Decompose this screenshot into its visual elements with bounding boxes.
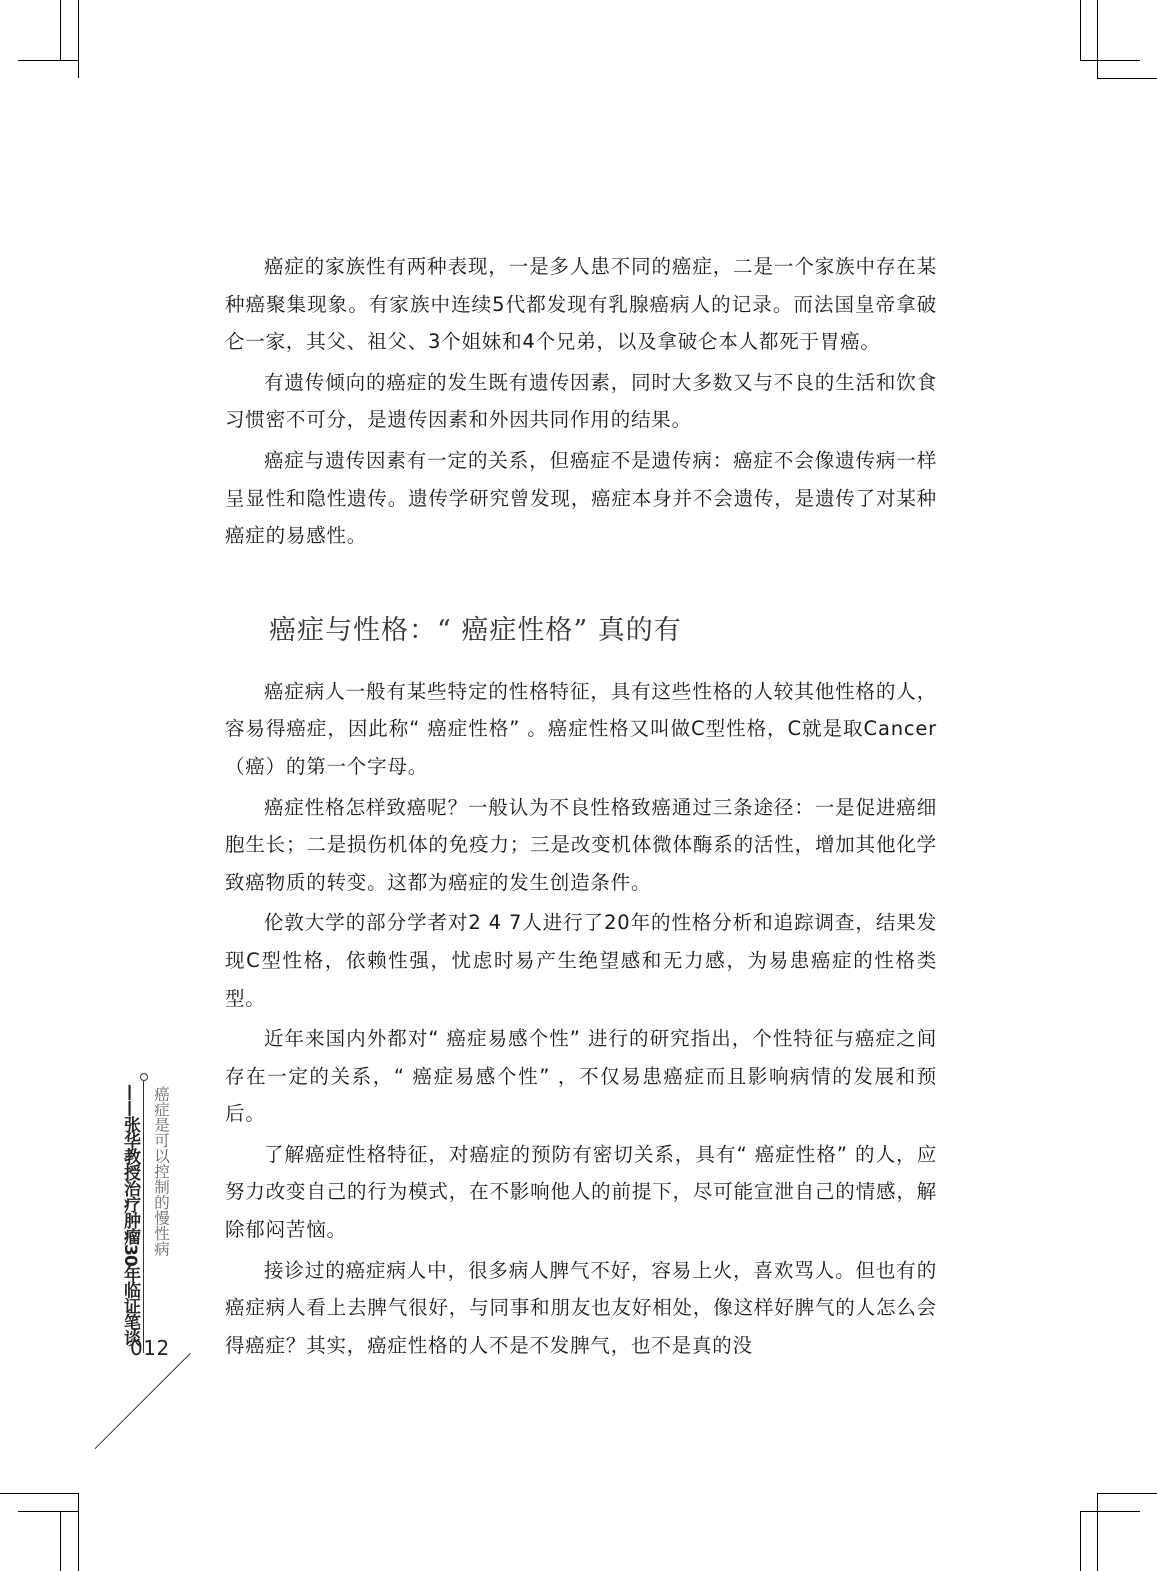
crop-mark — [78, 0, 79, 78]
page-body — [225, 248, 937, 1367]
section-heading: 癌症与性格：“ 癌症性格” 真的有 — [269, 614, 682, 646]
crop-mark — [1097, 0, 1098, 78]
crop-mark — [1080, 0, 1081, 60]
crop-mark — [1080, 1511, 1081, 1571]
crop-mark — [60, 0, 61, 60]
body-paragraph: 癌症性格怎样致癌呢？一般认为不良性格致癌通过三条途径：一是促进癌细胞生长；二是损伤机体的免疫力；三是改变机体微体酶系的活性，增加其他化学致癌物质的转变。这都为癌症的发生创造条件。 — [225, 795, 937, 894]
crop-mark — [60, 1511, 61, 1571]
crop-mark — [18, 60, 78, 61]
crop-mark — [0, 1493, 78, 1494]
crop-mark — [1097, 1493, 1098, 1571]
page-number: 012 — [130, 1336, 170, 1360]
body-paragraph: 伦敦大学的部分学者对2 4 7人进行了20年的性格分析和追踪调查，结果发现C型性格，依赖性强，忧虑时易产生绝望感和无力感，为易患癌症的性格类型。 — [225, 911, 937, 1010]
crop-mark — [1097, 1493, 1157, 1494]
body-paragraph: 近年来国内外都对“ 癌症易感个性” 进行的研究指出，个性特征与癌症之间存在一定的关系，“ 癌症易感个性” ，不仅易患癌症而且影响病情的发展和预后。 — [225, 1027, 937, 1126]
series-title: 癌症是可以控制的慢性病 — [152, 1086, 170, 1257]
crop-mark — [1080, 1511, 1140, 1512]
crop-mark — [1097, 78, 1157, 79]
crop-mark — [78, 1493, 79, 1571]
running-sidebar — [100, 1068, 180, 1368]
body-paragraph: 癌症与遗传因素有一定的关系，但癌症不是遗传病：癌症不会像遗传病一样呈显性和隐性遗传。遗传学研究曾发现，癌症本身并不会遗传，是遗传了对某种癌症的易感性。 — [225, 448, 937, 548]
body-paragraph: 癌症病人一般有某些特定的性格特征，具有这些性格的人较其他性格的人，容易得癌症，因此称“ 癌症性格” 。癌症性格又叫做C型性格，C就是取Cancer（癌）的第一个字母。 — [225, 679, 937, 778]
body-paragraph: 了解癌症性格特征，对癌症的预防有密切关系，具有“ 癌症性格” 的人，应努力改变自己的行为模式，在不影响他人的前提下，尽可能宣泄自己的情感，解除郁闷苦恼。 — [225, 1142, 937, 1242]
book-title: ——张华教授治疗肿瘤30年临证笔谈 — [120, 1084, 140, 1346]
body-paragraph: 有遗传倾向的癌症的发生既有遗传因素，同时大多数又与不良的生活和饮食习惯密不可分，是遗传因素和外因共同作用的结果。 — [225, 370, 937, 432]
crop-mark — [1080, 60, 1140, 61]
crop-mark — [18, 1511, 78, 1512]
sidebar-dot — [140, 1073, 148, 1081]
body-paragraph: 癌症的家族性有两种表现，一是多人患不同的癌症，二是一个家族中存在某种癌聚集现象。有家族中连续5代都发现有乳腺癌病人的记录。而法国皇帝拿破仑一家，其父、祖父、3个姐妹和4个兄弟，以及拿破仑本人都死于胃癌。 — [225, 255, 937, 354]
body-paragraph: 接诊过的癌症病人中，很多病人脾气不好，容易上火，喜欢骂人。但也有的癌症病人看上去脾气很好，与同事和朋友也友好相处，像这样好脾气的人怎么会得癌症？其实，癌症性格的人不是不发脾气，也不是真的没 — [225, 1258, 937, 1357]
sidebar-rule — [143, 1081, 144, 1353]
